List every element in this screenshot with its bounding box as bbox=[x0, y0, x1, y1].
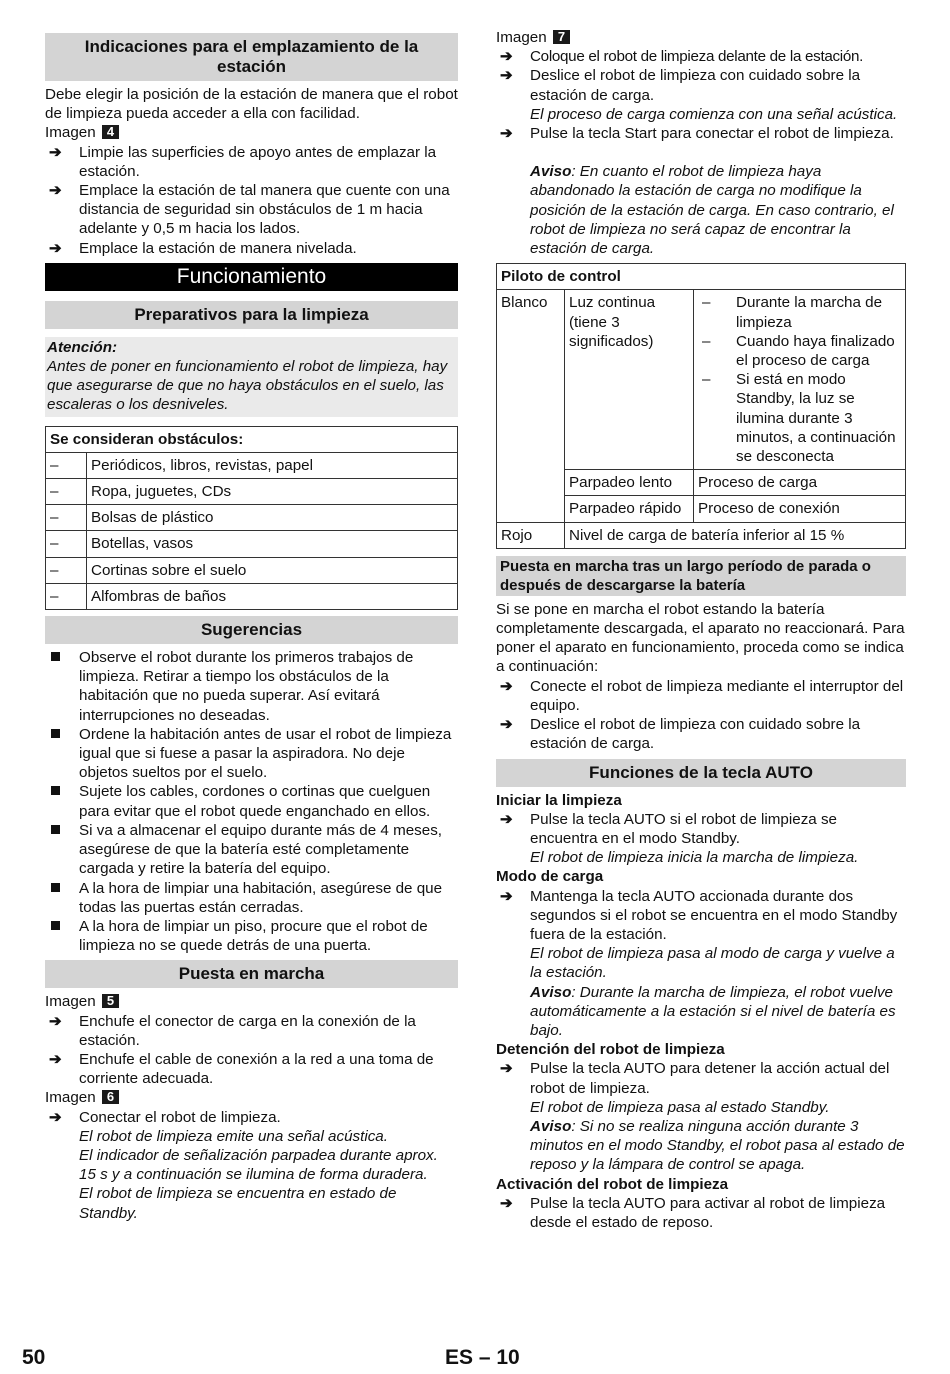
left-column bbox=[45, 28, 458, 1223]
attention-text: Antes de poner en funcionamiento el robot de limpieza, hay que asegurarse de que no haya obstáculos en el suelo, las escaleras o los desniveles. bbox=[47, 358, 448, 414]
obstacle-cell: Periódicos, libros, revistas, papel bbox=[87, 452, 458, 478]
arrow-icon: ➔ bbox=[49, 143, 62, 161]
instruction-step: ➔ Pulse la tecla AUTO para activar al robot de limpieza desde el estado de reposo. bbox=[500, 1194, 886, 1231]
paragraph-long-stop: Si se pone en marcha el robot estando la batería completamente descargada, el aparato no reaccionará. Para poner el aparato en funcionamiento, proceda como se indica a continuación: bbox=[496, 600, 905, 676]
list-item: – Si está en modo Standby, la luz se ilumina durante 3 minutos, a continuación se desconecta bbox=[702, 371, 896, 466]
instruction-step: ➔ Mantenga la tecla AUTO accionada durante dos segundos si el robot se encuentra en el modo Standby fuera de la estación. bbox=[500, 887, 898, 943]
color-cell: Rojo bbox=[497, 522, 565, 548]
image-ref-4 bbox=[45, 123, 458, 142]
table-row bbox=[46, 583, 458, 609]
instruction-step: ➔ Enchufe el cable de conexión a la red a una toma de corriente adecuada. bbox=[49, 1050, 434, 1088]
obstacle-cell: Bolsas de plástico bbox=[87, 505, 458, 531]
obstacles-table bbox=[45, 426, 458, 610]
result-text: El proceso de carga comienza con una señal acústica. bbox=[530, 105, 898, 123]
notice-label: Aviso bbox=[530, 1117, 572, 1135]
result-text: El robot de limpieza pasa al modo de carga y vuelve a la estación. bbox=[530, 945, 895, 982]
result-text: El robot de limpieza emite una señal acústica. bbox=[79, 1127, 388, 1145]
mode-cell: Luz continua (tiene 3 significados) bbox=[565, 290, 694, 470]
arrow-icon: ➔ bbox=[49, 1012, 62, 1030]
dash-cell: – bbox=[46, 557, 87, 583]
instruction-step: ➔ Pulse la tecla AUTO si el robot de limpieza se encuentra en el modo Standby. bbox=[500, 810, 837, 847]
image-ref-5: Imagen 5 bbox=[45, 992, 458, 1011]
image-ref-7: Imagen 7 bbox=[496, 28, 906, 47]
heading-operation: Funcionamiento bbox=[45, 263, 458, 291]
tip-item: Sujete los cables, cordones o cortinas que cuelguen para evitar que el robot quede enganchado en ellos. bbox=[45, 782, 458, 820]
arrow-icon: ➔ bbox=[49, 182, 62, 200]
dash-cell: – bbox=[46, 583, 87, 609]
tip-item: A la hora de limpiar una habitación, asegúrese de que todas las puertas están cerradas. bbox=[45, 879, 458, 917]
heading-placement: Indicaciones para el emplazamiento de la estación bbox=[45, 33, 458, 81]
instruction-step: ➔ Conectar el robot de limpieza. bbox=[49, 1108, 281, 1126]
indicator-table bbox=[496, 263, 906, 549]
square-bullet-icon bbox=[51, 652, 60, 661]
table-row bbox=[46, 557, 458, 583]
section-page-label: ES – 10 bbox=[445, 1346, 520, 1369]
square-bullet-icon bbox=[51, 883, 60, 892]
table-row bbox=[46, 479, 458, 505]
instruction-step: ➔ Conecte el robot de limpieza mediante el interruptor del equipo. bbox=[500, 677, 904, 714]
notice-text: Aviso: Si no se realiza ninguna acción durante 3 minutos en el modo Standby, el robot pasa al estado de reposo y la lámpara de control se apaga. bbox=[530, 1117, 905, 1174]
subheading-stop-robot: Detención del robot de limpieza bbox=[496, 1041, 725, 1059]
list-item: – Cuando haya finalizado el proceso de carga bbox=[702, 332, 895, 370]
obstacle-cell: Cortinas sobre el suelo bbox=[87, 557, 458, 583]
tip-item: Observe el robot durante los primeros trabajos de limpieza. Retirar a tiempo los obstáculos de la habitación que no pueda superar. Así evitará interrupciones no deseadas. bbox=[45, 648, 458, 725]
instruction-step: ➔ Pulse la tecla AUTO para detener la acción actual del robot de limpieza. bbox=[500, 1060, 890, 1097]
table-row bbox=[46, 452, 458, 478]
arrow-icon: ➔ bbox=[500, 810, 513, 828]
arrow-icon: ➔ bbox=[49, 239, 62, 257]
meaning-cell bbox=[694, 290, 906, 470]
instruction-step: ➔ Coloque el robot de limpieza delante de la estación. bbox=[500, 48, 864, 66]
square-bullet-icon bbox=[51, 786, 60, 795]
tip-item: Ordene la habitación antes de usar el robot de limpieza igual que si fuese a pasar la aspiradora. No deje objetos sueltos por el suelo. bbox=[45, 725, 458, 783]
heading-startup: Puesta en marcha bbox=[45, 960, 458, 988]
square-bullet-icon bbox=[51, 825, 60, 834]
arrow-icon: ➔ bbox=[500, 1060, 513, 1078]
arrow-icon: ➔ bbox=[500, 1194, 513, 1212]
result-text: El robot de limpieza pasa al estado Standby. bbox=[530, 1098, 830, 1116]
obstacles-header: Se consideran obstáculos: bbox=[46, 426, 458, 452]
heading-long-stop: Puesta en marcha tras un largo período de parada o después de descargarse la batería bbox=[496, 556, 906, 596]
arrow-icon: ➔ bbox=[500, 716, 513, 734]
instruction-step: ➔ Deslice el robot de limpieza con cuidado sobre la estación de carga. bbox=[500, 67, 861, 104]
subheading-activate-robot: Activación del robot de limpieza bbox=[496, 1175, 729, 1193]
image-number-badge: 5 bbox=[102, 994, 119, 1008]
result-text: El robot de limpieza inicia la marcha de limpieza. bbox=[530, 849, 859, 867]
meaning-cell: Nivel de carga de batería inferior al 15 % bbox=[565, 522, 906, 548]
heading-tips: Sugerencias bbox=[45, 616, 458, 644]
notice-label: Aviso bbox=[530, 983, 572, 1001]
table-row bbox=[46, 531, 458, 557]
notice-text: Aviso: Durante la marcha de limpieza, el robot vuelve automáticamente a la estación si el nivel de batería es bajo. bbox=[530, 983, 896, 1039]
arrow-icon: ➔ bbox=[500, 67, 513, 85]
attention-note bbox=[45, 337, 458, 417]
page-number: 50 bbox=[22, 1346, 46, 1369]
arrow-icon: ➔ bbox=[500, 677, 513, 695]
result-text: El robot de limpieza se encuentra en estado de Standby. bbox=[79, 1185, 397, 1222]
heading-auto-functions: Funciones de la tecla AUTO bbox=[496, 759, 906, 787]
obstacle-cell: Ropa, juguetes, CDs bbox=[87, 479, 458, 505]
arrow-icon: ➔ bbox=[49, 1108, 62, 1126]
instruction-step: ➔ Enchufe el conector de carga en la conexión de la estación. bbox=[49, 1012, 416, 1049]
table-row bbox=[46, 505, 458, 531]
image-number-badge: 4 bbox=[102, 125, 119, 139]
dash-cell: – bbox=[46, 531, 87, 557]
square-bullet-icon bbox=[51, 921, 60, 930]
mode-cell: Parpadeo rápido bbox=[565, 496, 694, 522]
notice-label: Aviso bbox=[530, 163, 572, 181]
table-row bbox=[497, 290, 906, 470]
color-cell: Blanco bbox=[497, 290, 565, 522]
list-item: – Durante la marcha de limpieza bbox=[702, 294, 883, 331]
tip-item: Si va a almacenar el equipo durante más de 4 meses, asegúrese de que la batería esté completamente cargada y retire la batería del equipo. bbox=[45, 821, 458, 879]
dash-cell: – bbox=[46, 452, 87, 478]
arrow-icon: ➔ bbox=[500, 887, 513, 905]
obstacle-cell: Alfombras de baños bbox=[87, 583, 458, 609]
dash-cell: – bbox=[46, 505, 87, 531]
subheading-charge-mode: Modo de carga bbox=[496, 868, 604, 886]
dash-cell: – bbox=[46, 479, 87, 505]
obstacle-cell: Botellas, vasos bbox=[87, 531, 458, 557]
arrow-icon: ➔ bbox=[49, 1050, 62, 1068]
subheading-start-cleaning: Iniciar la limpieza bbox=[496, 791, 622, 809]
meaning-cell: Proceso de conexión bbox=[694, 496, 906, 522]
square-bullet-icon bbox=[51, 729, 60, 738]
result-text: El indicador de señalización parpadea durante aprox. 15 s y a continuación se ilumina de forma duradera. bbox=[79, 1146, 438, 1184]
image-ref-label: Imagen bbox=[45, 124, 96, 142]
notice-text: Aviso: En cuanto el robot de limpieza haya abandonado la estación de carga no modifique la posición de la estación de carga. En caso contrario, el robot de limpieza no será capaz de encontrar la estación de carga. bbox=[530, 163, 894, 258]
instruction-step: ➔ Emplace la estación de manera nivelada. bbox=[49, 239, 357, 257]
indicator-table-header: Piloto de control bbox=[497, 264, 906, 290]
image-number-badge: 7 bbox=[553, 30, 570, 44]
instruction-step: ➔ Emplace la estación de tal manera que cuente con una distancia de seguridad sin obstáculos de 1 m hacia adelante y 0,5 m hacia los lados. bbox=[49, 182, 450, 238]
attention-title: Atención: bbox=[47, 338, 118, 356]
right-column bbox=[496, 28, 906, 1232]
image-ref-6: Imagen 6 bbox=[45, 1088, 458, 1107]
image-number-badge: 6 bbox=[102, 1090, 119, 1104]
instruction-step: ➔ Limpie las superficies de apoyo antes de emplazar la estación. bbox=[49, 143, 437, 180]
meaning-cell: Proceso de carga bbox=[694, 470, 906, 496]
paragraph-placement: Debe elegir la posición de la estación de manera que el robot de limpieza pueda acceder a ella con facilidad. bbox=[45, 86, 458, 123]
tip-item: A la hora de limpiar un piso, procure que el robot de limpieza no se quede detrás de una puerta. bbox=[45, 917, 458, 955]
instruction-step: ➔ Deslice el robot de limpieza con cuidado sobre la estación de carga. bbox=[500, 716, 861, 753]
instruction-step: ➔ Pulse la tecla Start para conectar el robot de limpieza. bbox=[500, 125, 894, 143]
arrow-icon: ➔ bbox=[500, 125, 513, 143]
mode-cell: Parpadeo lento bbox=[565, 470, 694, 496]
heading-preparation: Preparativos para la limpieza bbox=[45, 301, 458, 329]
table-row bbox=[497, 522, 906, 548]
arrow-icon: ➔ bbox=[500, 48, 513, 66]
